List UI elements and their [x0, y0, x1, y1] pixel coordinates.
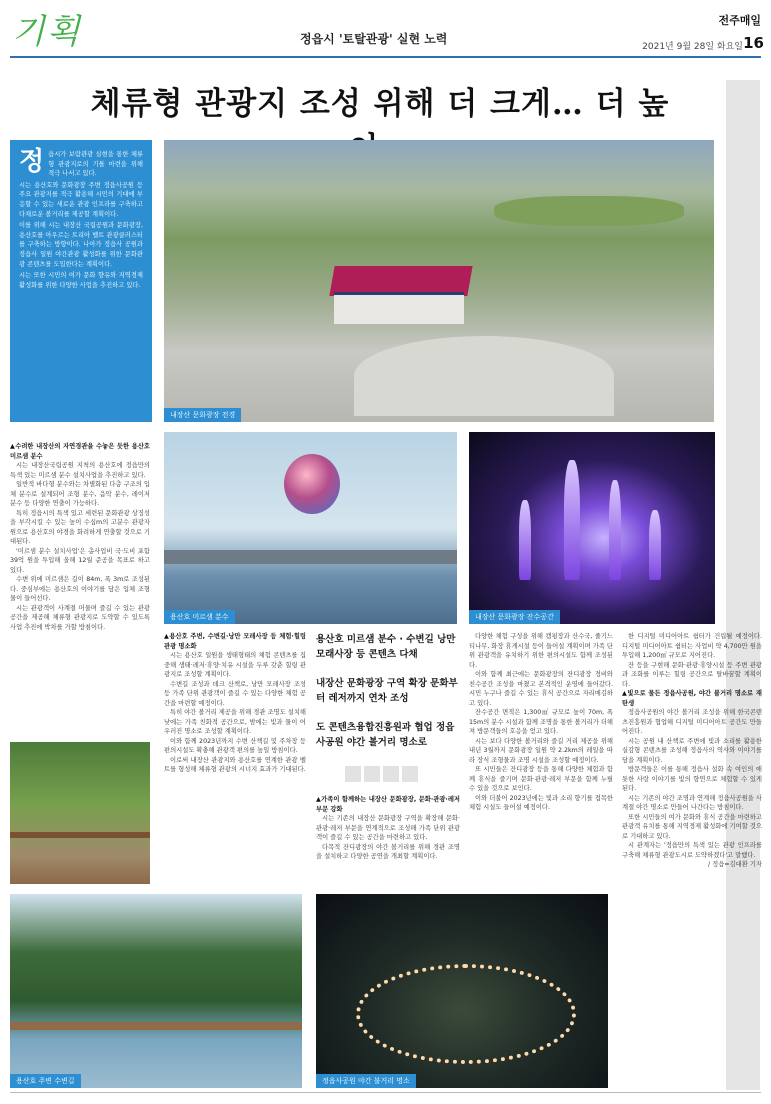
ornament-square — [364, 766, 380, 782]
body-paragraph: 잔수공간 면적은 1,300㎡ 규모로 높이 70m, 폭 15m의 분수 시설과 함께 조명을 통한 볼거리가 더해져 방문객들의 호응을 얻고 있다. — [469, 709, 613, 735]
lead-paragraph: 시는 용산호와 문화광장 주변 정읍사공원 등 주요 관광지를 적극 활용해 시민의 기대에 부응할 수 있는 새로운 관광 인프라를 구축하고 다채로운 볼거리를 제공할 계획이다. — [19, 181, 143, 218]
masthead — [0, 0, 771, 58]
light-tree-shape — [649, 510, 661, 580]
body-paragraph: 일반적 바다형 분수와는 차별화된 다층 구조의 입체 분수로 설계되어 조형 분수, 음악 분수, 레이저 분수 등 다양한 연출이 가능하다. — [10, 481, 150, 507]
wooden-deck-path-photo — [10, 742, 150, 884]
body-paragraph: 시는 보다 다양한 볼거리와 즐길 거리 제공을 위해 내년 3월까지 문화광장 일원 약 2.2km의 레일을 따라 장식 조형물과 조명 시설을 조성할 예정이다. — [469, 737, 613, 764]
pull-quote: 내장산 문화광장 구역 확장 문화부터 레저까지 연차 조성 — [316, 678, 458, 704]
ornament-square — [345, 766, 361, 782]
body-paragraph: 시 관계자는 '정읍만의 특색 있는 관광 인프라를 구축해 체류형 관광도시로 도약하겠다'고 말했다. — [622, 842, 762, 859]
byline: / 정읍=김대환 기자 — [708, 861, 762, 868]
globe-sculpture-shape — [284, 454, 340, 514]
section-title: 정읍시 '토탈관광' 실현 노력 — [300, 32, 448, 46]
body-paragraph: 시는 기존의 내장산 문화광장 구역을 확장해 문화·관광·레저 부문을 연계적으로 조성해 가족 단위 관광객이 즐길 수 있는 공간을 마련하고 있다. — [316, 815, 460, 841]
body-paragraph: '미르샘 분수 설치사업'은 총사업비 국·도비 포함 39억 원을 투입해 올해 12월 준공을 목표로 하고 있다. — [10, 547, 150, 574]
body-paragraph: 다양한 체험 구성을 위해 캠핑장과 산수국, 줄기느티나무, 화장 휴게시설 등이 들어설 계획이며 가족 단위 관광객을 유치하기 위한 편의시설도 함께 조성된다. — [469, 633, 613, 669]
pull-quote: 용산호 미르샘 분수 · 수변길 낭만 모래사장 등 콘텐츠 다채 — [316, 634, 456, 660]
lead-paragraph: 이를 위해 시는 내장산 국립공원과 문화광장, 용산호를 아우르는 트리아 벨트 관광클러스터를 구축하는 방향이다. 나아가 정읍사 공원과 정읍사 일원 야간관광 활성화를 위한 문화관광 콘텐츠를 도입한다는 계획이다. — [19, 222, 143, 268]
light-tree-shape — [519, 500, 531, 580]
pull-quotes — [316, 632, 460, 750]
body-paragraph: 수변길 조성과 데크 산책로, 낭만 모래사장 조성 등 가족 단위 관광객이 즐길 수 있는 다양한 체험 공간을 마련할 예정이다. — [164, 680, 306, 707]
body-paragraph: 시는 관광객이 사계절 머물며 즐길 수 있는 관광 공간을 제공해 체류형 관광지로 도약할 수 있도록 사업 추진에 박차를 가할 방침이다. — [10, 604, 150, 631]
photo-caption: 용산호 미르샘 분수 — [164, 610, 235, 624]
pull-quote-ornament — [345, 766, 445, 782]
bottom-rule — [10, 1092, 761, 1093]
body-paragraph: 또 시민들은 잔디광장 등을 통해 다양한 체험과 함께 휴식을 즐기며 문화·관광·레저 부문을 함께 누릴 수 있을 것으로 보인다. — [469, 766, 613, 792]
photo-caption: 용산호 주변 수변길 — [10, 1074, 81, 1088]
light-tree-shape — [564, 460, 580, 580]
body-paragraph: 시는 용산호 일원을 생태형태의 체험 콘텐츠를 집중해 생태·레저·휴양·치유 시설을 두루 갖춘 힐링 관광지로 조성할 계획이다. — [164, 652, 306, 678]
body-paragraph: 이와 함께 최근에는 문화광장의 잔디광장 정비와 친수공간 조성을 마쳤고 본격적인 운영에 들어갔다. 시민 누구나 즐길 수 있는 휴식 공간으로 자리매김하고 있다. — [469, 671, 613, 707]
body-paragraph: 특히 야간 볼거리 제공을 위해 경관 조명도 설치해 낮에는 가족 친화적 공간으로, 밤에는 빛과 물이 어우러진 명소로 조성할 계획이다. — [164, 709, 306, 735]
body-paragraph: 시는 기존의 야간 조명과 연계해 정읍사공원을 사계절 야간 명소로 만들어 나간다는 방침이다. — [622, 794, 762, 811]
light-ring-shape — [356, 964, 576, 1064]
article-column-4 — [622, 632, 762, 870]
paper-name: 전주매일 — [718, 14, 761, 27]
lead-paragraph: 읍시가 보람관광 실현을 통한 체류형 관광지로의 기틀 마련을 위해 적극 나서고 있다. — [48, 151, 143, 178]
body-paragraph: 이와 함께 2023년까지 수변 산책길 및 주차장 등 편의시설도 확충해 관광객 편의를 높일 방침이다. — [164, 737, 306, 754]
page-number: 16 — [743, 34, 764, 52]
deck-shape — [164, 550, 457, 564]
article-column-1 — [10, 442, 150, 632]
body-paragraph: 특히 정읍시의 특색 있고 세련된 문화관광 상징성을 부각시킬 수 있는 높이 수십m의 고분수 관광자원으로 용산호의 야경을 화려하게 연출할 것으로 기대된다. — [10, 509, 150, 545]
body-paragraph: 시는 내장산국립공원 지척의 용산호에 정읍만의 특색 있는 미르샘 분수 설치사업을 추진하고 있다. — [10, 462, 150, 479]
article-column-2 — [164, 632, 306, 775]
ornament-square — [383, 766, 399, 782]
subhead: ▲수려한 내장산의 자연경관을 수놓은 듯한 용산호 미르샘 분수 — [10, 443, 150, 460]
body-paragraph: 이로써 내장산 관광지와 용산호를 연계한 관광 벨트를 형성해 체류형 관광의 시너지 효과가 기대된다. — [164, 756, 306, 773]
ornament-square — [402, 766, 418, 782]
body-paragraph: 시는 공원 내 산책로 주변에 빛과 소리를 활용한 실감형 콘텐츠를 조성해 정읍사의 역사와 이야기를 담을 계획이다. — [622, 737, 762, 764]
subhead: ▲빛으로 물든 정읍사공원, 야간 볼거리 명소로 재탄생 — [622, 690, 762, 707]
margin-bar — [726, 80, 760, 1090]
photo-caption: 내장산 문화광장 잔수공간 — [469, 610, 560, 624]
subhead: ▲용산호 주변, 수변길·낭만 모래사장 등 체험·힐링 관광 명소화 — [164, 633, 306, 650]
section-label: 기획 — [12, 12, 82, 52]
lead-box — [10, 140, 152, 422]
aerial-park-photo — [164, 140, 714, 422]
article-column-3 — [469, 632, 613, 813]
walkway-shape — [10, 1022, 302, 1030]
dropcap: 정 — [19, 147, 45, 177]
top-rule — [10, 56, 761, 58]
plaza-shape — [354, 336, 614, 416]
body-paragraph: 잔 등을 구현해 문화·관광·휴양시설 등 주변 관광과 조화를 이루는 힐링 공간으로 탈바꿈할 계획이다. — [622, 661, 762, 688]
lakeside-walkway-photo — [10, 894, 302, 1088]
night-lights-photo — [316, 894, 608, 1088]
date-line: 2021년 9월 28일 화요일 — [642, 42, 743, 52]
sports-field-shape — [494, 196, 684, 226]
body-paragraph: 다목적 잔디광장의 야간 볼거리를 위해 경관 조명을 설치하고 다양한 공연을 개최할 계획이다. — [316, 843, 460, 860]
pull-quote: 도 콘텐츠융합진흥원과 협업 정읍사공원 야간 볼거리 명소로 — [316, 722, 455, 748]
headline: 체류형 관광지 조성 위해 더 크게… 더 높 — [90, 86, 670, 122]
light-trees-photo — [469, 432, 715, 624]
railing-shape — [10, 832, 150, 838]
subhead: ▲가족이 함께하는 내장산 문화광장, 문화·관광·레저 부문 강화 — [316, 796, 460, 813]
body-paragraph: 방문객들은 이를 통해 정읍사 설화 속 여인의 애틋한 사랑 이야기를 빛의 향연으로 체험할 수 있게 된다. — [622, 766, 762, 792]
body-paragraph: 또한 시민들의 여가 문화와 휴식 공간을 마련하고 관광객 유치를 통해 지역경제 활성화에 기여할 것으로 기대하고 있다. — [622, 813, 762, 840]
body-paragraph: 수변 위에 미르샘은 길이 84m, 폭 3m로 조성된다. 중심부에는 용산호의 이야기를 담은 입체 조형물이 들어선다. — [10, 576, 150, 602]
photo-caption: 정읍사공원 야간 불거리 명소 — [316, 1074, 416, 1088]
light-tree-shape — [609, 480, 621, 580]
lead-paragraph: 시는 또한 시민의 여가 문화 향유와 지역경제 활성화를 위한 다양한 사업을 추진하고 있다. — [19, 272, 143, 289]
fountain-globe-photo — [164, 432, 457, 624]
article-column-2b — [316, 795, 460, 862]
body-paragraph: 한 디지털 미디어아트 쉼터가 건립될 예정이다. 디지털 미디어아트 쉼터는 사업비 약 4,700만 원을 투입해 1,200㎡ 규모로 지어진다. — [622, 633, 762, 659]
body-paragraph: 정읍사공원의 야간 볼거리 조성을 위해 한국콘텐츠진흥원과 협업해 디지털 미디어아트 공간도 만들어진다. — [622, 709, 762, 735]
building-shape — [334, 292, 464, 324]
photo-caption: 내장산 문화광장 전경 — [164, 408, 241, 422]
body-paragraph: 이와 더불어 2023년에는 빛과 소리 향기를 접목한 체험 시설도 들어설 예정이다. — [469, 794, 613, 811]
